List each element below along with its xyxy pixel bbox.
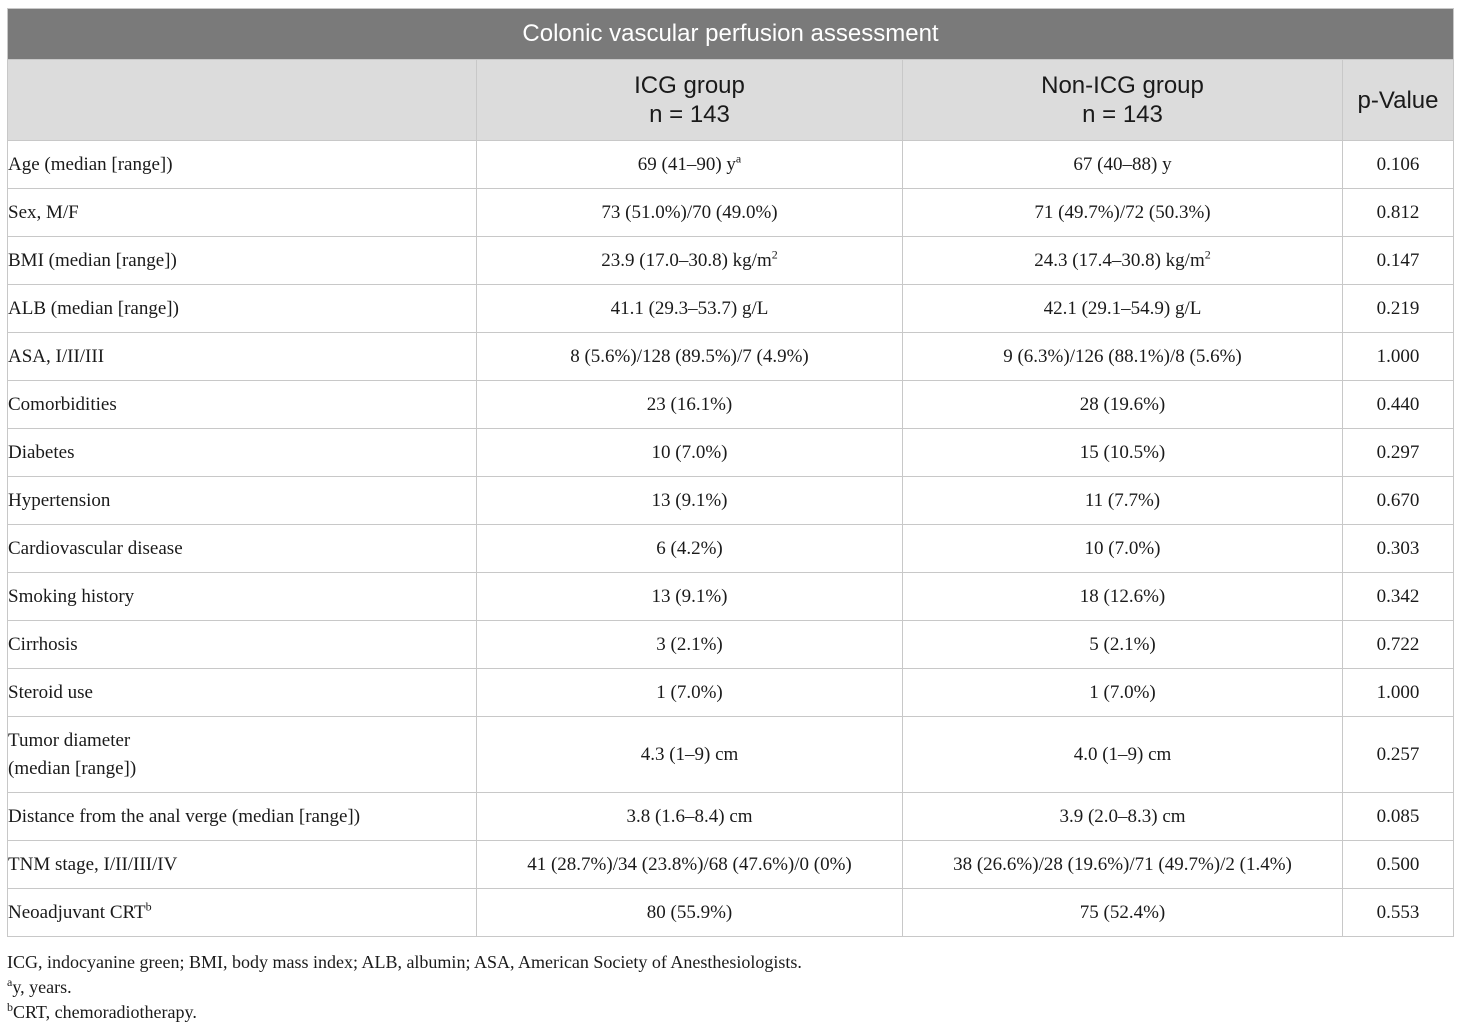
- row-label: Tumor diameter (median [range]): [8, 717, 477, 793]
- row-label: Neoadjuvant CRT$^b$: [8, 889, 477, 937]
- nonicg-value: 5 (2.1%): [903, 621, 1343, 669]
- p-value: 0.812: [1343, 189, 1454, 237]
- header-nonicg-n: n = 143: [1082, 101, 1163, 128]
- icg-value: 3 (2.1%): [477, 621, 903, 669]
- icg-value: 13 (9.1%): [477, 477, 903, 525]
- baseline-characteristics-table: [7, 8, 1454, 937]
- nonicg-value: 42.1 (29.1–54.9) g/L: [903, 285, 1343, 333]
- table-row: [8, 717, 1454, 793]
- p-value: 0.670: [1343, 477, 1454, 525]
- nonicg-value: 28 (19.6%): [903, 381, 1343, 429]
- p-value: 0.553: [1343, 889, 1454, 937]
- icg-value: 23.9 (17.0–30.8) $kg/m^2$: [477, 237, 903, 285]
- table-row: [8, 141, 1454, 189]
- nonicg-value: 1 (7.0%): [903, 669, 1343, 717]
- nonicg-value: 24.3 (17.4–30.8) $kg/m^2$: [903, 237, 1343, 285]
- table-row: [8, 841, 1454, 889]
- table-row: [8, 189, 1454, 237]
- nonicg-value: 10 (7.0%): [903, 525, 1343, 573]
- p-value: 0.085: [1343, 793, 1454, 841]
- table-row: [8, 621, 1454, 669]
- icg-value: 73 (51.0%)/70 (49.0%): [477, 189, 903, 237]
- icg-value: 13 (9.1%): [477, 573, 903, 621]
- table-footnotes: [7, 950, 802, 1025]
- table-row: [8, 237, 1454, 285]
- table-row: [8, 285, 1454, 333]
- row-label: Steroid use: [8, 669, 477, 717]
- row-label: Cirrhosis: [8, 621, 477, 669]
- p-value: 0.147: [1343, 237, 1454, 285]
- p-value: 0.297: [1343, 429, 1454, 477]
- icg-value: 69 (41–90) $y^a$: [477, 141, 903, 189]
- icg-value: 41.1 (29.3–53.7) g/L: [477, 285, 903, 333]
- header-icg-n: n = 143: [649, 101, 730, 128]
- p-value: 0.303: [1343, 525, 1454, 573]
- table-row: [8, 333, 1454, 381]
- table-row: [8, 477, 1454, 525]
- table-row: [8, 381, 1454, 429]
- footnote-mark: b: [145, 899, 152, 914]
- nonicg-value: 67 (40–88) y: [903, 141, 1343, 189]
- row-label: ALB (median [range]): [8, 285, 477, 333]
- p-value: 0.219: [1343, 285, 1454, 333]
- p-value: 1.000: [1343, 333, 1454, 381]
- header-nonicg-group: [903, 60, 1343, 141]
- header-pvalue: p-Value: [1343, 60, 1454, 141]
- nonicg-value: 38 (26.6%)/28 (19.6%)/71 (49.7%)/2 (1.4%): [903, 841, 1343, 889]
- row-label: Age (median [range]): [8, 141, 477, 189]
- p-value: 0.440: [1343, 381, 1454, 429]
- p-value: 0.500: [1343, 841, 1454, 889]
- table-row: [8, 573, 1454, 621]
- p-value: 0.257: [1343, 717, 1454, 793]
- icg-value: 8 (5.6%)/128 (89.5%)/7 (4.9%): [477, 333, 903, 381]
- table-row: [8, 889, 1454, 937]
- icg-value: 41 (28.7%)/34 (23.8%)/68 (47.6%)/0 (0%): [477, 841, 903, 889]
- nonicg-value: 15 (10.5%): [903, 429, 1343, 477]
- table-row: [8, 793, 1454, 841]
- row-label: Hypertension: [8, 477, 477, 525]
- row-label: Comorbidities: [8, 381, 477, 429]
- nonicg-value: 11 (7.7%): [903, 477, 1343, 525]
- p-value: 0.722: [1343, 621, 1454, 669]
- table-row: [8, 429, 1454, 477]
- row-label: ASA, I/II/III: [8, 333, 477, 381]
- icg-value: 4.3 (1–9) cm: [477, 717, 903, 793]
- row-label: Cardiovascular disease: [8, 525, 477, 573]
- superscript: 2: [1204, 247, 1211, 262]
- header-nonicg-name: Non-ICG group: [1041, 72, 1204, 99]
- row-label: Distance from the anal verge (median [range]): [8, 793, 477, 841]
- superscript: 2: [771, 247, 778, 262]
- nonicg-value: 9 (6.3%)/126 (88.1%)/8 (5.6%): [903, 333, 1343, 381]
- icg-value: 1 (7.0%): [477, 669, 903, 717]
- p-value: 1.000: [1343, 669, 1454, 717]
- table-row: [8, 669, 1454, 717]
- icg-value: 6 (4.2%): [477, 525, 903, 573]
- row-label: Smoking history: [8, 573, 477, 621]
- icg-value: 3.8 (1.6–8.4) cm: [477, 793, 903, 841]
- footnote-a: $^a$y, years.: [7, 975, 72, 997]
- table-row: [8, 525, 1454, 573]
- icg-value: 23 (16.1%): [477, 381, 903, 429]
- nonicg-value: 4.0 (1–9) cm: [903, 717, 1343, 793]
- row-label: TNM stage, I/II/III/IV: [8, 841, 477, 889]
- icg-value: 10 (7.0%): [477, 429, 903, 477]
- p-value: 0.106: [1343, 141, 1454, 189]
- footnote-abbreviations: ICG, indocyanine green; BMI, body mass index; ALB, albumin; ASA, American Society of Anesthesiologists.: [7, 952, 802, 972]
- nonicg-value: 71 (49.7%)/72 (50.3%): [903, 189, 1343, 237]
- row-label: BMI (median [range]): [8, 237, 477, 285]
- header-blank: [8, 60, 477, 141]
- header-icg-group: [477, 60, 903, 141]
- nonicg-value: 18 (12.6%): [903, 573, 1343, 621]
- footnote-b: $^b$CRT, chemoradiotherapy.: [7, 1000, 197, 1022]
- icg-value: 80 (55.9%): [477, 889, 903, 937]
- nonicg-value: 75 (52.4%): [903, 889, 1343, 937]
- row-label: Diabetes: [8, 429, 477, 477]
- header-icg-name: ICG group: [634, 72, 745, 99]
- table-title: Colonic vascular perfusion assessment: [8, 9, 1454, 60]
- p-value: 0.342: [1343, 573, 1454, 621]
- nonicg-value: 3.9 (2.0–8.3) cm: [903, 793, 1343, 841]
- footnote-mark: a: [735, 151, 742, 166]
- row-label: Sex, M/F: [8, 189, 477, 237]
